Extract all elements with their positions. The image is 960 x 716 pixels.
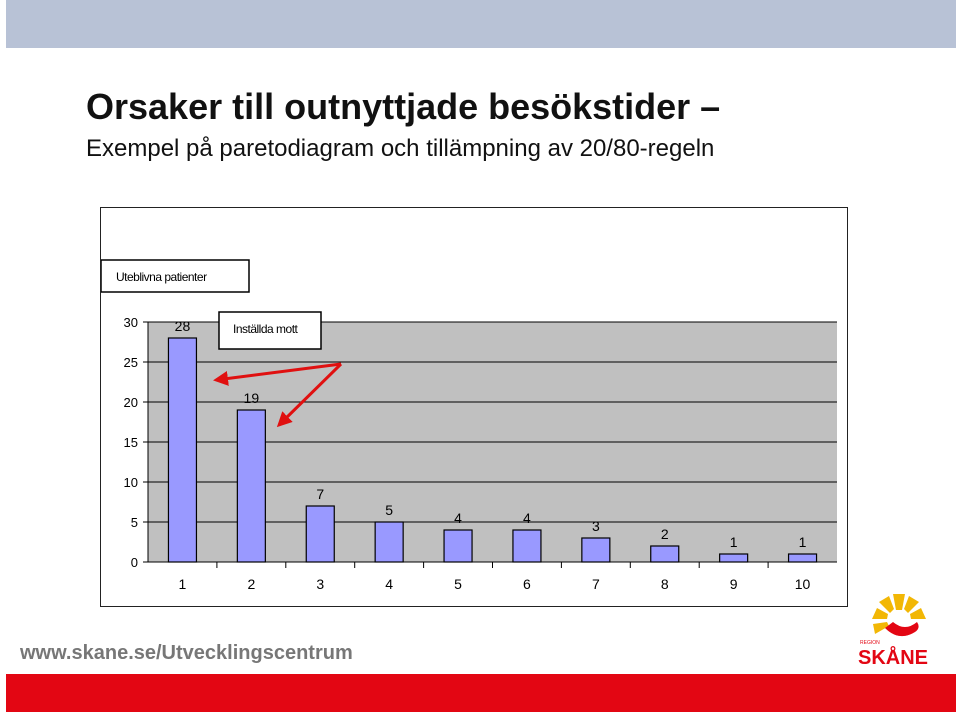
x-tick-label: 9 bbox=[729, 576, 738, 592]
x-tick-label: 6 bbox=[523, 576, 531, 592]
y-tick-label: 25 bbox=[123, 355, 138, 370]
data-label: 3 bbox=[591, 518, 600, 534]
bar bbox=[168, 338, 196, 562]
data-label: 1 bbox=[798, 534, 807, 550]
footer-url: www.skane.se/Utvecklingscentrum bbox=[20, 642, 353, 664]
x-tick-label: 8 bbox=[660, 576, 669, 592]
pareto-chart-frame bbox=[100, 207, 848, 607]
data-label: 19 bbox=[243, 390, 260, 406]
data-label: 4 bbox=[523, 510, 531, 526]
data-label: 4 bbox=[454, 510, 462, 526]
bar bbox=[237, 410, 265, 562]
slide-subtitle: Exempel på paretodiagram och tillämpning av 20/80-regeln bbox=[86, 135, 715, 162]
bar bbox=[651, 546, 679, 562]
x-tick-label: 10 bbox=[794, 576, 811, 592]
data-label: 7 bbox=[316, 486, 325, 502]
x-tick-label: 5 bbox=[454, 576, 462, 592]
bar bbox=[789, 554, 817, 562]
annotation-text-installda: Inställda mott bbox=[233, 322, 298, 336]
data-label: 2 bbox=[660, 526, 669, 542]
y-tick-label: 30 bbox=[123, 315, 138, 330]
bar bbox=[444, 530, 472, 562]
region-skane-sun-logo bbox=[854, 590, 944, 670]
y-tick-label: 20 bbox=[123, 395, 138, 410]
header-band bbox=[6, 0, 956, 48]
x-tick-label: 4 bbox=[385, 576, 394, 592]
y-tick-label: 10 bbox=[123, 475, 138, 490]
annotation-text-uteblivna: Uteblivna patienter bbox=[116, 270, 207, 284]
bar bbox=[720, 554, 748, 562]
pareto-bar-chart bbox=[101, 208, 849, 608]
bar bbox=[375, 522, 403, 562]
logo-name: SKÅNE bbox=[858, 647, 929, 669]
bar bbox=[306, 506, 334, 562]
bar bbox=[513, 530, 541, 562]
slide-title: Orsaker till outnyttjade besökstider – bbox=[86, 86, 721, 127]
x-tick-label: 7 bbox=[591, 576, 600, 592]
x-tick-label: 3 bbox=[316, 576, 325, 592]
footer-band bbox=[6, 674, 956, 712]
bar bbox=[582, 538, 610, 562]
data-label: 28 bbox=[174, 318, 191, 334]
y-tick-label: 5 bbox=[130, 515, 138, 530]
x-tick-label: 1 bbox=[178, 576, 187, 592]
y-tick-label: 15 bbox=[123, 435, 138, 450]
x-tick-label: 2 bbox=[247, 576, 256, 592]
y-tick-label: 0 bbox=[130, 555, 138, 570]
data-label: 5 bbox=[385, 502, 394, 518]
data-label: 1 bbox=[729, 534, 738, 550]
logo-region-label: REGION bbox=[860, 640, 880, 646]
